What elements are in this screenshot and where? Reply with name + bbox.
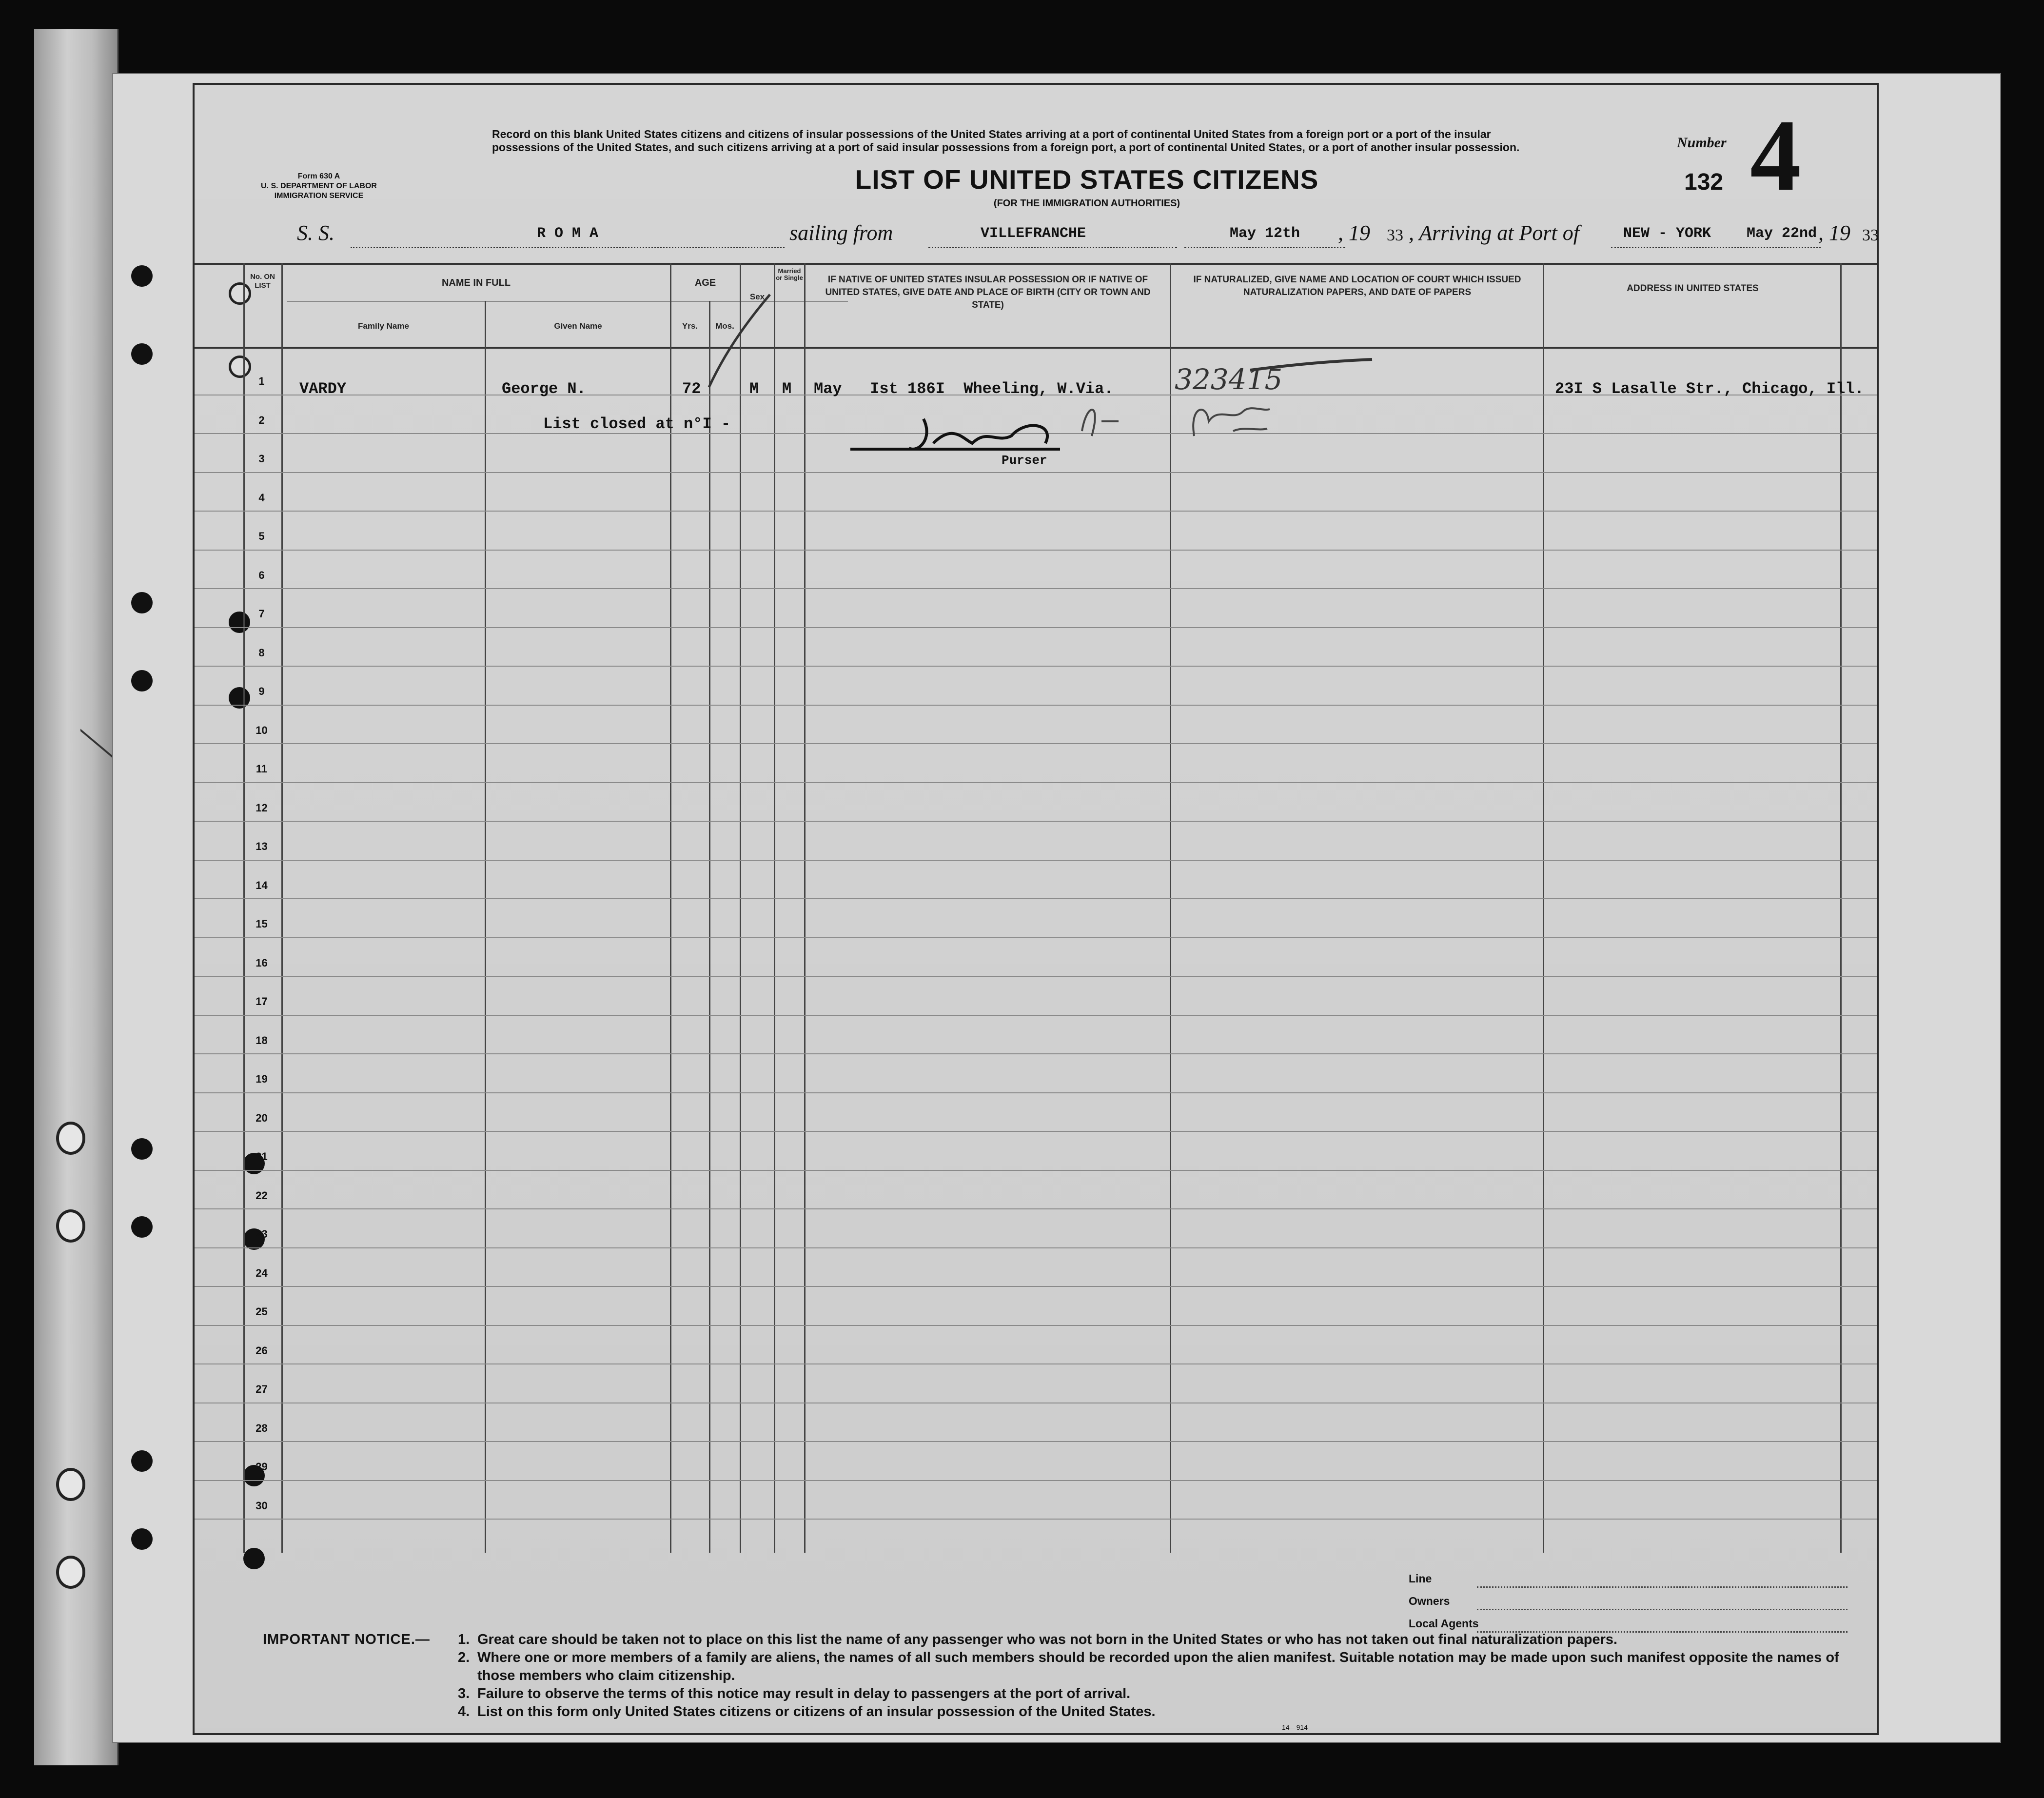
col-header-sex: Sex	[749, 292, 765, 301]
line-label: Line	[1409, 1572, 1432, 1585]
row-number: 5	[258, 530, 265, 542]
punch-hole	[131, 670, 153, 692]
row-rule	[195, 1519, 1877, 1520]
handwritten-notation	[1072, 392, 1277, 446]
row-rule	[195, 898, 1877, 899]
ship-underline	[351, 247, 785, 248]
entry-married: M	[782, 380, 792, 398]
manifest-number: 4	[1750, 99, 1801, 212]
form-identifier	[229, 172, 409, 201]
handwritten-file-number: 323415	[1175, 363, 1283, 396]
date-underline	[1184, 247, 1345, 248]
binder-ring	[56, 1556, 85, 1589]
entry-sex: M	[749, 380, 759, 398]
handwritten-stroke	[1248, 356, 1375, 375]
row-number: 8	[258, 646, 265, 659]
owners-field	[1409, 1595, 1847, 1617]
sailing-label: sailing from	[789, 221, 893, 245]
row-number: 26	[256, 1344, 268, 1357]
ss-label: S. S.	[297, 221, 334, 245]
row-number: 6	[258, 569, 265, 581]
row-rule	[195, 1247, 1877, 1248]
col-header-naturalized: IF NATURALIZED, GIVE NAME AND LOCATION OF COURT WHICH ISSUED NATURALIZATION PAPERS, AND DATE OF PAPERS	[1193, 275, 1521, 297]
number-label: Number	[1677, 135, 1727, 151]
print-code: 14—914	[1282, 1723, 1308, 1731]
row-rule	[195, 860, 1877, 861]
page-title: LIST OF UNITED STATES CITIZENS	[855, 164, 1319, 195]
owners-label: Owners	[1409, 1595, 1450, 1607]
row-number: 3	[258, 453, 265, 465]
row-rule	[195, 1286, 1877, 1287]
row-number: 11	[256, 763, 268, 775]
year1-prefix: , 19	[1338, 221, 1370, 245]
row-rule	[195, 1170, 1877, 1171]
row-number: 17	[256, 995, 268, 1008]
notice-item	[458, 1649, 1847, 1685]
agents-label: Local Agents	[1409, 1617, 1479, 1630]
punch-hole	[131, 343, 153, 365]
row-number: 13	[256, 840, 268, 852]
row-number: 28	[256, 1422, 268, 1434]
row-rule	[195, 1363, 1877, 1364]
punch-hole	[131, 1216, 153, 1238]
entry-family-name: VARDY	[299, 380, 347, 398]
row-number: 1	[258, 375, 265, 387]
line-field	[1409, 1572, 1847, 1595]
notice-item-text: Where one or more members of a family are aliens, the names of all such members should be recorded upon the alien manifest. Suitable notation may be made upon such manifest opposite the names of those members who claim citizenship.	[477, 1650, 1839, 1683]
row-rule	[195, 937, 1877, 938]
notice-item	[458, 1685, 1847, 1703]
col-divider	[1840, 263, 1842, 1553]
entry-given-name: George N.	[502, 380, 586, 398]
notice-item	[458, 1631, 1847, 1649]
notice-item-text: Failure to observe the terms of this notice may result in delay to passengers at the port of arrival.	[477, 1686, 1131, 1701]
col-header-no: No. ON LIST	[250, 273, 275, 290]
notice-item-number: 1.	[458, 1632, 470, 1647]
row-rule	[195, 550, 1877, 551]
row-number: 24	[256, 1266, 268, 1279]
row-number: 23	[256, 1228, 268, 1240]
row-rule	[195, 472, 1877, 473]
binder-ring	[56, 1122, 85, 1155]
row-rule	[195, 588, 1877, 589]
list-closed-note: List closed at n°I -	[543, 415, 731, 433]
row-rule	[195, 666, 1877, 667]
binder-ring	[56, 1468, 85, 1501]
row-number: 20	[256, 1111, 268, 1124]
col-divider	[485, 301, 486, 1553]
arrival-date: May 22nd	[1746, 225, 1817, 242]
notice-items	[458, 1631, 1847, 1721]
row-rule	[195, 1053, 1877, 1054]
notice-heading: IMPORTANT NOTICE.—	[263, 1632, 430, 1647]
notice-item	[458, 1703, 1847, 1721]
col-divider	[1170, 263, 1171, 1553]
row-rule	[195, 1441, 1877, 1442]
row-rule	[195, 627, 1877, 628]
row-number: 7	[258, 608, 265, 620]
row-number: 21	[256, 1150, 268, 1163]
row-rule	[195, 821, 1877, 822]
notice-item-text: List on this form only United States citizens or citizens of an insular possession of the United States.	[477, 1704, 1156, 1719]
arriving-label: , Arriving at Port of	[1409, 221, 1579, 245]
punch-hole	[131, 592, 153, 613]
col-header-address: ADDRESS IN UNITED STATES	[1627, 283, 1759, 294]
notice-item-number: 2.	[458, 1650, 470, 1665]
notice-item-number: 4.	[458, 1704, 470, 1719]
manifest-page	[193, 83, 1879, 1735]
carrier-info	[1409, 1572, 1847, 1640]
row-number: 22	[256, 1189, 268, 1202]
col-header-age: AGE	[694, 277, 716, 288]
punch-hole	[131, 1528, 153, 1550]
row-number: 29	[256, 1461, 268, 1473]
header-bottom-rule	[195, 347, 1877, 349]
record-instructions: Record on this blank United States citizens and citizens of insular possessions of the United States arriving at a port of continental United States from a foreign port or a port of the insular possessions of the United States, and such citizens arriving at a port of said insular possessions from a foreign port, a port of continental United States, or a port of another insular possession.	[492, 128, 1520, 154]
row-number: 16	[256, 956, 268, 969]
row-number: 18	[256, 1034, 268, 1047]
entry-birth: May Ist 186I Wheeling, W.Via.	[814, 380, 1114, 398]
col-divider	[670, 263, 671, 1553]
year2-suffix: 33	[1862, 226, 1879, 244]
table-top-rule	[195, 263, 1877, 265]
sailing-port: VILLEFRANCHE	[980, 225, 1086, 242]
page-number: 132	[1684, 169, 1724, 195]
row-rule	[195, 511, 1877, 512]
row-number: 30	[256, 1499, 268, 1512]
notice-item-number: 3.	[458, 1686, 470, 1701]
passenger-table	[195, 263, 1877, 1553]
entry-age: 72	[682, 380, 701, 398]
row-number: 15	[256, 918, 268, 930]
row-rule	[195, 782, 1877, 783]
row-number: 9	[258, 685, 265, 697]
col-header-family: Family Name	[358, 321, 409, 331]
col-divider	[1543, 263, 1544, 1553]
col-header-yrs: Yrs.	[682, 321, 698, 331]
row-rule	[195, 1480, 1877, 1481]
arrival-underline	[1611, 247, 1821, 248]
arrival-port: NEW - YORK	[1623, 225, 1711, 242]
col-header-name: NAME IN FULL	[441, 277, 511, 288]
row-number: 27	[256, 1383, 268, 1395]
col-divider	[709, 301, 710, 1553]
row-number: 25	[256, 1305, 268, 1318]
punch-hole	[131, 1138, 153, 1160]
voyage-line	[195, 217, 1877, 256]
row-rule	[195, 1015, 1877, 1016]
sailing-underline	[928, 247, 1177, 248]
row-number: 19	[256, 1073, 268, 1085]
punch-hole	[131, 265, 153, 287]
purser-label: Purser	[1002, 453, 1047, 468]
binder-strip	[34, 29, 118, 1765]
row-rule	[195, 1092, 1877, 1093]
row-rule	[195, 976, 1877, 977]
row-number: 14	[256, 879, 268, 891]
year2-prefix: , 19	[1818, 221, 1850, 245]
col-header-given: Given Name	[554, 321, 602, 331]
col-divider	[281, 263, 283, 1553]
sailing-date: May 12th	[1229, 225, 1300, 242]
ship-name: R O M A	[536, 225, 599, 242]
col-divider	[804, 263, 806, 1553]
owners-blank	[1477, 1609, 1847, 1610]
col-header-mos: Mos.	[715, 321, 734, 331]
line-blank	[1477, 1586, 1847, 1588]
col-header-married: Married or Single	[776, 267, 803, 281]
entry-address: 23I S Lasalle Str., Chicago, Ill.	[1555, 380, 1864, 398]
col-header-birth: IF NATIVE OF UNITED STATES INSULAR POSSESSION OR IF NATIVE OF UNITED STATES, GIVE DATE AND PLACE OF BIRTH (CITY OR TOWN AND STATE)	[825, 275, 1151, 310]
check-mark-stroke	[704, 292, 772, 390]
row-rule	[195, 705, 1877, 706]
form-id-text: Form 630 A U. S. DEPARTMENT OF LABOR IMMIGRATION SERVICE	[261, 172, 377, 200]
row-rule	[195, 1131, 1877, 1132]
col-divider	[774, 263, 775, 1553]
row-number: 4	[258, 491, 265, 504]
year1-suffix: 33	[1387, 226, 1403, 244]
binder-ring	[56, 1209, 85, 1243]
notice-item-text: Great care should be taken not to place on this list the name of any passenger who was not born in the United States or who has not taken out final naturalization papers.	[477, 1632, 1618, 1647]
row-rule	[195, 1208, 1877, 1209]
row-rule	[195, 1325, 1877, 1326]
row-rule	[195, 743, 1877, 744]
row-number: 12	[256, 801, 268, 814]
row-number: 10	[256, 724, 268, 736]
col-divider	[740, 263, 741, 1553]
page-subtitle: (FOR THE IMMIGRATION AUTHORITIES)	[993, 198, 1180, 209]
row-number: 2	[258, 414, 265, 426]
punch-hole	[131, 1450, 153, 1472]
